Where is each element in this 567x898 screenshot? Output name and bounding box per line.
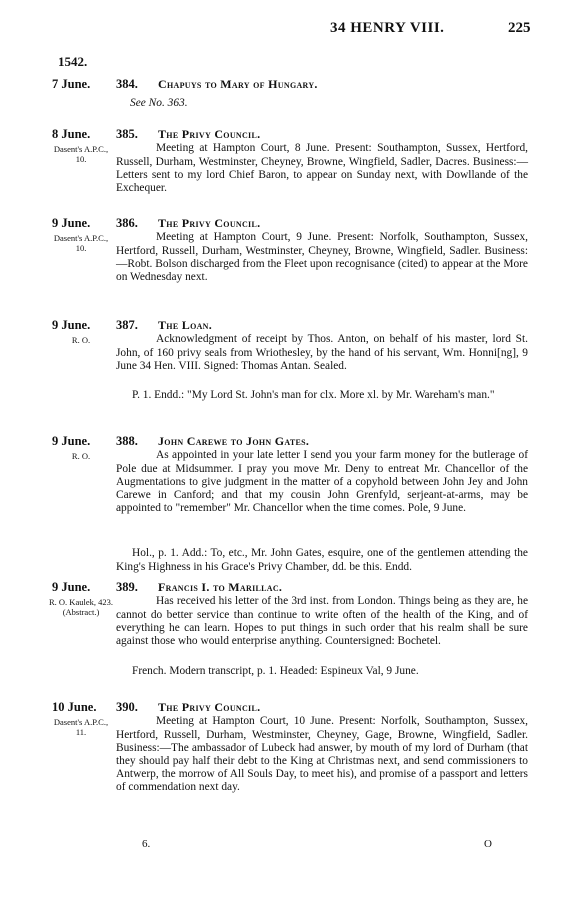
entry-title: John Carewe to John Gates. — [158, 434, 310, 448]
entry-number: 387. — [116, 318, 138, 332]
entry-note: P. 1. Endd.: "My Lord St. John's man for clx. More xl. by Mr. Wareham's man." — [132, 389, 495, 402]
running-header — [0, 20, 567, 38]
entry-body: Meeting at Hampton Court, 8 June. Present: Southampton, Sussex, Hertford, Russell, Durham, Westminster, Cheyney, Browne, Wingfield, Sadler, Dacres. Business:—Letters sent to my lord Chief Baron, to appear on Sunday next, with Dowllande of the Exchequer. — [116, 142, 528, 194]
entry-body: As appointed in your late letter I send you your farm money for the butlerage of Pole due at Midsummer. I pray you move Mr. Deny to entreat Mr. Chancellor of the Augmentations to give judgment in the matter of a copyhold between John Jey and John Carewe in Canford; and that my cousin John Grenfyld, serjeant-at-arms, may be appointed to "remember" Mr. Chancellor when the time comes. Pole, 9 June. — [116, 449, 528, 515]
source-reference: R. O. Kaulek, 423. (Abstract.) — [49, 597, 113, 617]
footer-mark: O — [484, 838, 492, 850]
page-number: 225 — [508, 20, 531, 36]
entry-date: 7 June. — [52, 77, 91, 91]
cross-reference: See No. 363. — [130, 97, 188, 109]
entry-number: 390. — [116, 700, 138, 714]
entry-number: 385. — [116, 127, 138, 141]
entry-title: The Loan. — [158, 318, 213, 332]
source-reference: Dasent's A.P.C., 10. — [53, 233, 109, 253]
year-heading: 1542. — [58, 54, 88, 69]
source-reference: R. O. — [71, 451, 91, 461]
entry-body: Acknowledgment of receipt by Thos. Anton, on behalf of his master, lord St. John, of 160 privy seals from Wriothesley, by the hand of his servant, Wm. Honni[ng], 9 June 34 Hen. VIII. Signed: Thomas Antan. Sealed. — [116, 333, 528, 372]
entry-date: 9 June. — [52, 216, 91, 230]
entry-body: Has received his letter of the 3rd inst. from London. Things being as they are, he cannot do better service than continue to write often of the health of the King, and of everything he can learn. Hopes to put things in such order that his realm shall be sure against those who would enterprise anything. Countersigned: Bochetel. — [116, 595, 528, 647]
entry-date: 9 June. — [52, 434, 91, 448]
entry-title: The Privy Council. — [158, 216, 261, 230]
entry-body: Meeting at Hampton Court, 9 June. Present: Norfolk, Southampton, Sussex, Hertford, Russell, Durham, Westminster, Cheyney, Browne, Wingfield, Sadler. Business:—Robt. Bolson discharged from the Fleet upon recognisance (cited) to appear at the More on Wednesday next. — [116, 231, 528, 283]
signature-mark: 6. — [142, 838, 151, 850]
source-reference: R. O. — [71, 335, 91, 345]
source-reference: Dasent's A.P.C., 11. — [53, 717, 109, 737]
entry-note: Hol., p. 1. Add.: To, etc., Mr. John Gates, esquire, one of the gentlemen attending the King's Highness in his Grace's Privy Chamber, dd. be this. Endd. — [116, 547, 528, 573]
entry-date: 10 June. — [52, 700, 97, 714]
entry-date: 9 June. — [52, 318, 91, 332]
entry-date: 8 June. — [52, 127, 91, 141]
entry-title: Chapuys to Mary of Hungary. — [158, 77, 318, 91]
entry-body: Meeting at Hampton Court, 10 June. Present: Norfolk, Southampton, Sussex, Hertford, Russell, Durham, Westminster, Cheyney, Gage, Browne, Wingfield, Sadler. Business:—The ambassador of Lubeck had answer, by mouth of my lord of Durham (that they should pay half their debt to the King at Christmas next, and send commissioners to Antwerp, the morrow of All Souls Day, to meet his), and promise of a passport and letters of commendation next day. — [116, 715, 528, 794]
entry-title: The Privy Council. — [158, 127, 261, 141]
entry-number: 384. — [116, 77, 138, 91]
entry-number: 389. — [116, 580, 138, 594]
entry-number: 388. — [116, 434, 138, 448]
entry-title: Francis I. to Marillac. — [158, 580, 283, 594]
entry-date: 9 June. — [52, 580, 91, 594]
entry-note: French. Modern transcript, p. 1. Headed: Espineux Val, 9 June. — [132, 665, 419, 678]
running-title: 34 HENRY VIII. — [330, 20, 445, 36]
source-reference: Dasent's A.P.C., 10. — [53, 144, 109, 164]
entry-title: The Privy Council. — [158, 700, 261, 714]
entry-number: 386. — [116, 216, 138, 230]
